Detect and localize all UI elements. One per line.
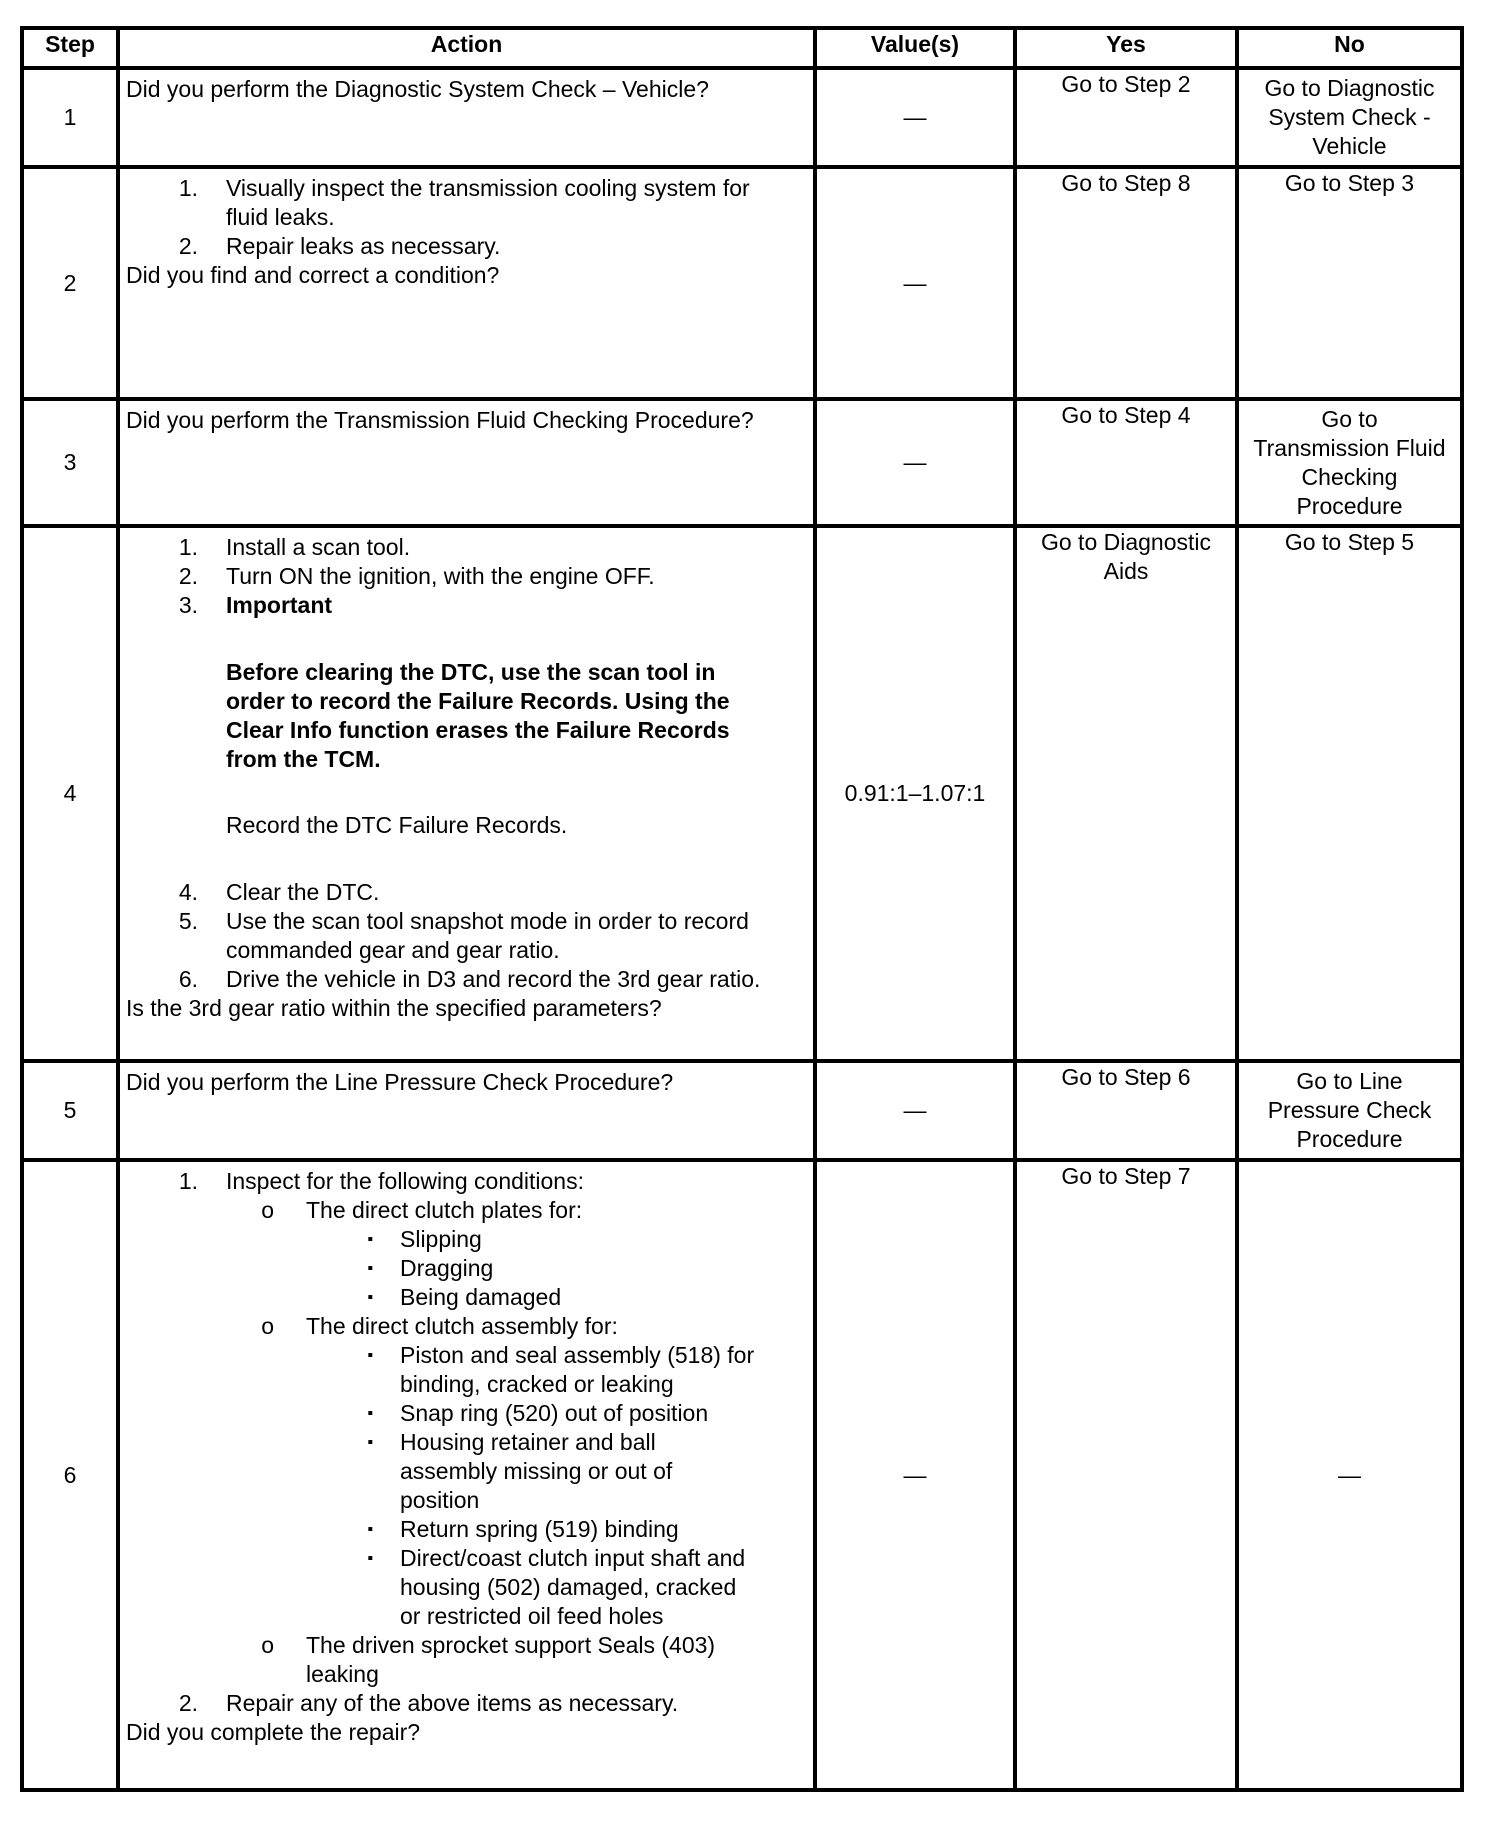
step-number: 1 (22, 68, 118, 167)
value-cell (815, 1061, 1015, 1160)
important-note: Before clearing the DTC, use the scan tool in order to record the Failure Records. Using the Clear Info function erases the Failure Records from the TCM. (226, 659, 730, 772)
no-line: Procedure (1296, 1126, 1403, 1152)
sub-item: o The direct clutch assembly for: (261, 1313, 618, 1339)
value-text: — (903, 1097, 927, 1123)
table-row (22, 526, 1462, 1061)
no-line: Vehicle (1312, 133, 1387, 159)
yes-cell (1015, 1160, 1237, 1790)
sub-item: o The direct clutch plates for: (261, 1197, 583, 1223)
value-cell (815, 399, 1015, 526)
action-question: Did you perform the Line Pressure Check Procedure? (126, 1069, 674, 1095)
sub-sub-item: ▪ Being damaged (126, 1283, 807, 1312)
list-item: 4. Clear the DTC. (178, 879, 380, 905)
no-link[interactable] (1239, 401, 1460, 524)
sub-sub-item: ▪ Dragging (126, 1254, 807, 1283)
no-line: Checking (1301, 464, 1398, 490)
table-row (22, 167, 1462, 399)
yes-cell (1015, 399, 1237, 526)
no-cell (1237, 167, 1462, 399)
action-cell (118, 68, 815, 167)
yes-cell (1015, 68, 1237, 167)
sub-sub-item: ▪ Return spring (519) binding (126, 1515, 807, 1544)
square-bullet-icon: ▪ (367, 1434, 373, 1451)
yes-link[interactable]: Go to Step 4 (1061, 402, 1191, 428)
no-cell (1237, 1061, 1462, 1160)
action-question: Did you find and correct a condition? (126, 262, 500, 288)
list-item: 1. Inspect for the following conditions: (178, 1168, 584, 1194)
action-question: Did you perform the Transmission Fluid Checking Procedure? (126, 407, 754, 433)
action-cell (118, 1061, 815, 1160)
yes-link[interactable]: Go to Step 7 (1061, 1163, 1191, 1189)
sub-sub-item: ▪ Housing retainer and ball assembly missing or out of position (126, 1428, 807, 1515)
step-number: 3 (22, 399, 118, 526)
square-bullet-icon: ▪ (367, 1347, 373, 1364)
list-item: 1. Visually inspect the transmission cooling system for fluid leaks. (178, 175, 750, 230)
yes-link[interactable]: Go to Step 8 (1061, 170, 1191, 196)
step-number: 4 (22, 526, 118, 1061)
list-item: 2. Repair any of the above items as necessary. (178, 1690, 679, 1716)
no-link[interactable] (1239, 70, 1460, 164)
yes-line: Aids (1103, 558, 1149, 584)
table-row (22, 399, 1462, 526)
action-question: Did you perform the Diagnostic System Check – Vehicle? (126, 76, 709, 102)
square-bullet-icon: ▪ (367, 1231, 373, 1248)
header-no: No (1237, 28, 1462, 68)
important-label: Important (226, 592, 333, 618)
yes-link[interactable] (1017, 528, 1235, 589)
list-item: 5. Use the scan tool snapshot mode in order to record commanded gear and gear ratio. (178, 908, 749, 963)
table-row (22, 1061, 1462, 1160)
action-cell (118, 526, 815, 1061)
yes-cell (1015, 167, 1237, 399)
sub-sub-item: ▪ Snap ring (520) out of position (126, 1399, 807, 1428)
action-cell (118, 399, 815, 526)
list-item: 2. Repair leaks as necessary. (178, 233, 501, 259)
header-action: Action (118, 28, 815, 68)
no-line: Procedure (1296, 493, 1403, 519)
step-number: 2 (22, 167, 118, 399)
no-cell (1237, 526, 1462, 1061)
no-cell (1237, 1160, 1462, 1790)
no-text: — (1338, 1461, 1361, 1488)
no-cell (1237, 399, 1462, 526)
square-bullet-icon: ▪ (367, 1550, 373, 1567)
value-text: 0.91:1–1.07:1 (844, 780, 986, 806)
table-row (22, 68, 1462, 167)
sub-sub-item: ▪ Slipping (126, 1225, 807, 1254)
no-link[interactable]: Go to Step 3 (1284, 170, 1415, 196)
list-item: 1. Install a scan tool. (178, 534, 411, 560)
action-cell (118, 167, 815, 399)
list-item: 6. Drive the vehicle in D3 and record the 3rd gear ratio. (178, 966, 761, 992)
list-item: 3. Important (178, 592, 333, 618)
yes-line: Go to Diagnostic (1040, 529, 1212, 555)
value-text: — (903, 269, 927, 296)
square-bullet-icon: ▪ (367, 1260, 373, 1277)
sub-item: o The driven sprocket support Seals (403) leaking (261, 1632, 716, 1687)
yes-link[interactable]: Go to Step 2 (1061, 71, 1191, 97)
header-yes: Yes (1015, 28, 1237, 68)
diagnostic-table (20, 26, 1464, 1792)
list-item: 2. Turn ON the ignition, with the engine OFF. (178, 563, 655, 589)
table-row (22, 1160, 1462, 1790)
no-cell (1237, 68, 1462, 167)
header-row (22, 28, 1462, 68)
no-link[interactable]: Go to Step 5 (1284, 529, 1415, 555)
action-question: Did you complete the repair? (126, 1719, 421, 1745)
sub-sub-item: ▪ Direct/coast clutch input shaft and housing (502) damaged, cracked or restricted oil feed holes (126, 1544, 807, 1631)
yes-cell (1015, 1061, 1237, 1160)
value-text: — (903, 449, 927, 475)
value-cell (815, 526, 1015, 1061)
action-question: Is the 3rd gear ratio within the specified parameters? (126, 995, 662, 1021)
value-cell (815, 1160, 1015, 1790)
value-text: — (903, 1461, 927, 1488)
square-bullet-icon: ▪ (367, 1521, 373, 1538)
no-line: Pressure Check (1267, 1097, 1432, 1123)
square-bullet-icon: ▪ (367, 1289, 373, 1306)
sub-sub-item: ▪ Piston and seal assembly (518) for binding, cracked or leaking (126, 1341, 807, 1399)
no-link[interactable] (1239, 1063, 1460, 1157)
no-line: System Check - (1268, 104, 1431, 130)
header-values: Value(s) (815, 28, 1015, 68)
header-step: Step (22, 28, 118, 68)
no-line: Go to (1321, 406, 1378, 432)
record-instruction: Record the DTC Failure Records. (226, 812, 568, 838)
step-number: 5 (22, 1061, 118, 1160)
no-line: Transmission Fluid (1253, 435, 1446, 461)
yes-cell (1015, 526, 1237, 1061)
no-line: Go to Diagnostic (1264, 75, 1435, 101)
value-text: — (903, 104, 927, 130)
action-cell (118, 1160, 815, 1790)
value-cell (815, 68, 1015, 167)
square-bullet-icon: ▪ (367, 1405, 373, 1422)
step-number: 6 (22, 1160, 118, 1790)
no-line: Go to Line (1296, 1068, 1403, 1094)
value-cell (815, 167, 1015, 399)
yes-link[interactable]: Go to Step 6 (1061, 1064, 1191, 1090)
